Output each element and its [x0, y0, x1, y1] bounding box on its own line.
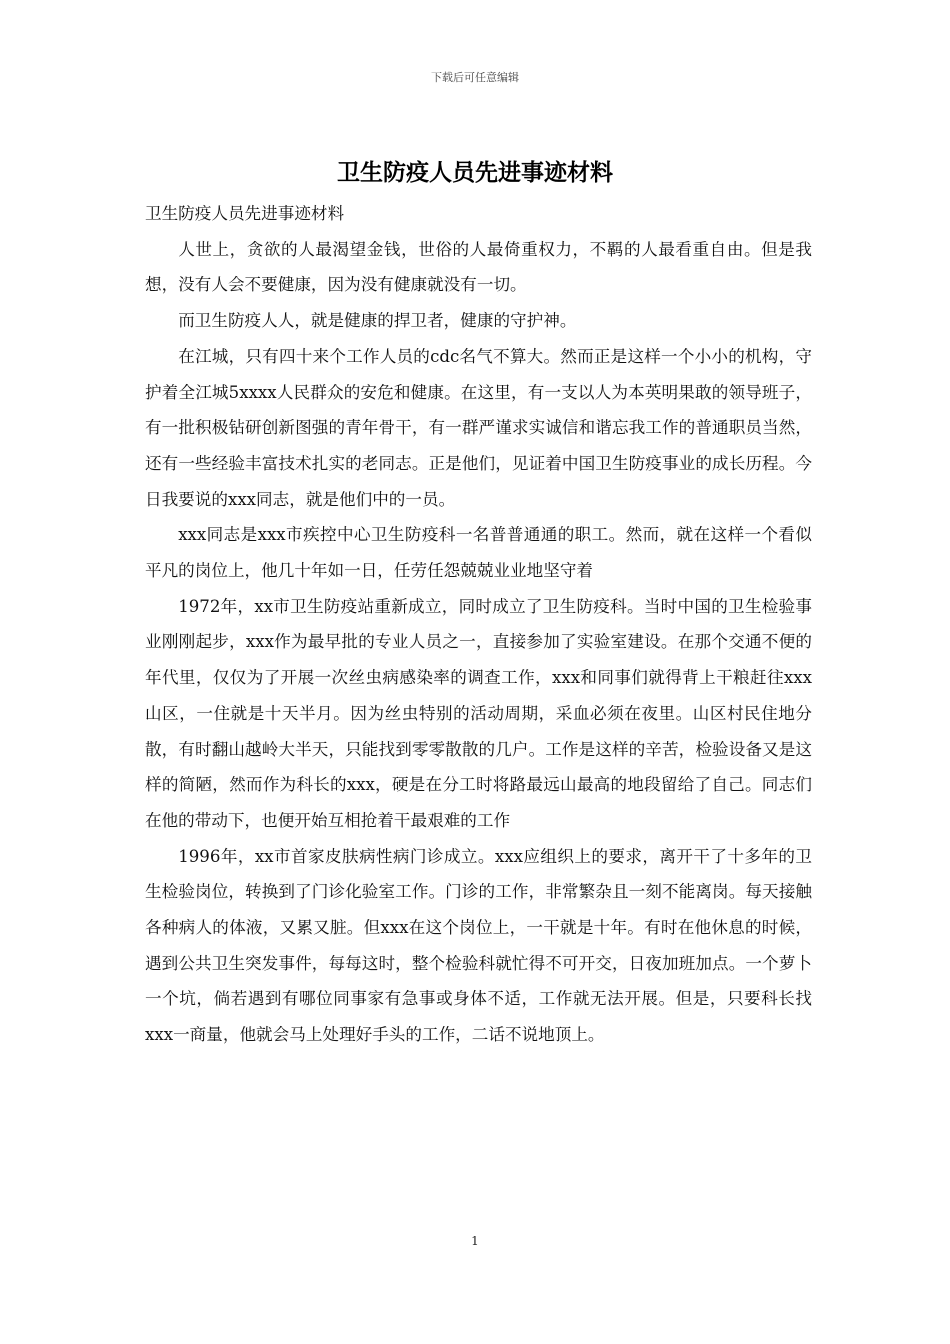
- document-title: 卫生防疫人员先进事迹材料: [337, 160, 613, 186]
- body-paragraph: 而卫生防疫人人，就是健康的捍卫者，健康的守护神。: [178, 311, 577, 331]
- header-note: 下载后可任意编辑: [431, 71, 519, 84]
- subtitle-paragraph: 卫生防疫人员先进事迹材料: [145, 204, 345, 223]
- page-number: 1: [471, 1234, 479, 1248]
- body-paragraph: 在江城，只有四十来个工作人员的cdc名气不算大。然而正是这样一个小小的机构，守护着全江城5xxxx人民群众的安危和健康。在这里，有一支以人为本英明果敢的领导班子，有一批积极钻研创新图强的青年骨干，有一群严谨求实诚信和谐忘我工作的普通职员当然，还有一些经验丰富技术扎实的老同志。正是他们，见证着中国卫生防疫事业的成长历程。今日我要说的xxx同志，就是他们中的一员。: [145, 346, 812, 509]
- body-paragraph: 人世上，贪欲的人最渴望金钱，世俗的人最倚重权力，不羁的人最看重自由。但是我想，没有人会不要健康，因为没有健康就没有一切。: [145, 239, 812, 295]
- body-paragraph: 1972年，xx市卫生防疫站重新成立，同时成立了卫生防疫科。当时中国的卫生检验事业刚刚起步，xxx作为最早批的专业人员之一，直接参加了实验室建设。在那个交通不便的年代里，仅仅为了开展一次丝虫病感染率的调查工作，xxx和同事们就得背上干粮赶往xxx山区，一住就是十天半月。因为丝虫特别的活动周期，采血必须在夜里。山区村民住地分散，有时翻山越岭大半天，只能找到零零散散的几户。工作是这样的辛苦，检验设备又是这样的简陋，然而作为科长的xxx，硬是在分工时将路最远山最高的地段留给了自己。同志们在他的带动下，也便开始互相抢着干最艰难的工作: [145, 596, 812, 830]
- body-paragraph: xxx同志是xxx市疾控中心卫生防疫科一名普普通通的职工。然而，就在这样一个看似平凡的岗位上，他几十年如一日，任劳任怨兢兢业业地坚守着: [145, 525, 812, 581]
- document-body: [145, 196, 812, 1053]
- body-paragraph: 1996年，xx市首家皮肤病性病门诊成立。xxx应组织上的要求，离开干了十多年的卫生检验岗位，转换到了门诊化验室工作。门诊的工作，非常繁杂且一刻不能离岗。每天接触各种病人的体液，又累又脏。但xxx在这个岗位上，一干就是十年。有时在他休息的时候，遇到公共卫生突发事件，每每这时，整个检验科就忙得不可开交，日夜加班加点。一个萝卜一个坑，倘若遇到有哪位同事家有急事或身体不适，工作就无法开展。但是，只要科长找xxx一商量，他就会马上处理好手头的工作，二话不说地顶上。: [145, 846, 812, 1045]
